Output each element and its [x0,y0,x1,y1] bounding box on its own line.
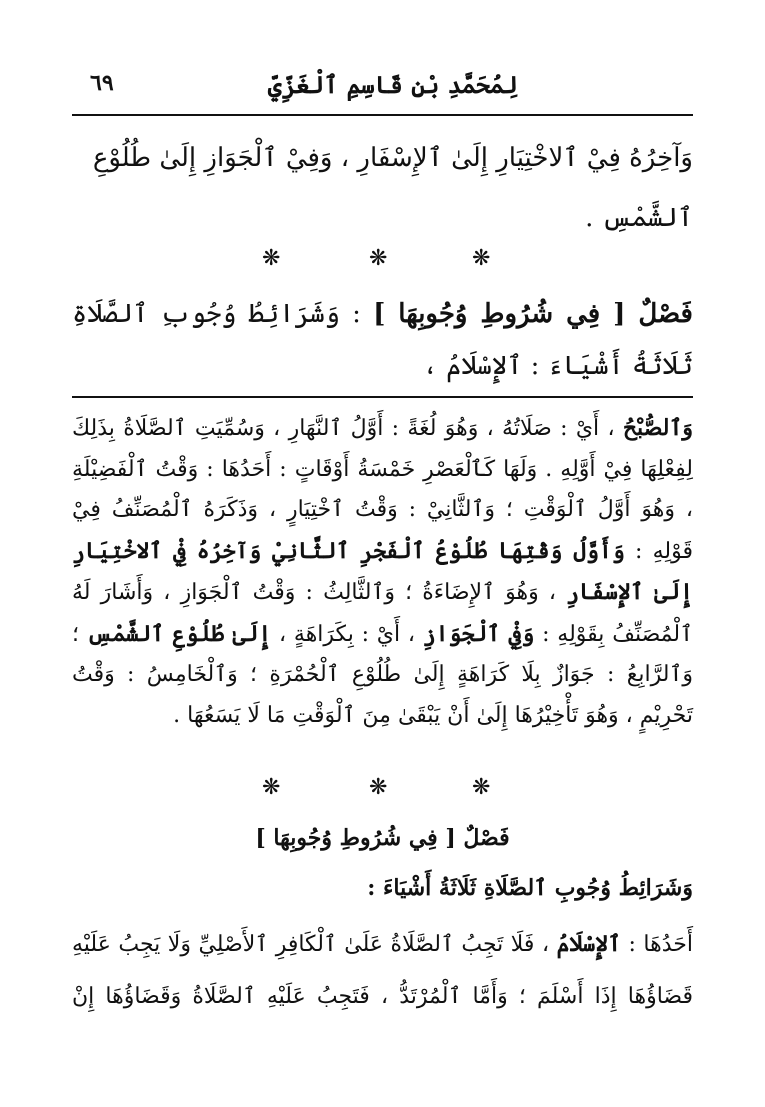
matn-quote: ٱلإِسْلَامُ [556,931,622,957]
paragraph-text: أَحَدُهَا : [621,932,693,957]
star-ornament: ❋ [369,775,388,800]
separator-stars-1 [72,246,693,276]
matn-line-1: وَآخِرُهُ فِيْ ٱلاخْتِيَارِ إِلَىٰ ٱلإِسْفَارِ ، وَفِيْ ٱلْجَوَازِ إِلَىٰ طُلُوْعِ [92,143,693,173]
star-ornament: ❋ [369,246,388,271]
commentary-text: ؛ وَٱلرَّابِعُ : جَوَازٌ بِلَا كَرَاهَةٍ إِلَىٰ طُلُوْعِ ٱلْحُمْرَةِ ؛ وَٱلْخَامِسُ : وَقْتُ تَحْرِيْمٍ ، وَهُوَ تَأْخِيْرُهَا إِلَىٰ أَنْ يَبْقَىٰ مِنَ ٱلْوَقْتِ مَا لَا يَسَعُهَا . [72,621,693,728]
fasl-one-label: فَصْلٌ [ فِي شُرُوطِ وُجُوبِهَا ] [373,299,693,329]
fasl-one-text: : وَشَرَائِطُ وُجُوبِ ٱلصَّلَاةِ ثَلَاثَةُ أَشْيَاءَ : ٱلإِسْلَامُ ، [72,299,693,381]
star-ornament: ❋ [472,775,491,800]
paragraph-text: ، فَلَا تَجِبُ ٱلصَّلَاةُ عَلَىٰ ٱلْكَافِرِ ٱلأَصْلِيِّ وَلَا يَجِبُ عَلَيْهِ قَضَاؤُهَا إِذَا أَسْلَمَ ؛ وَأَمَّا ٱلْمُرْتَدُّ ، فَتَجِبُ عَلَيْهِ ٱلصَّلَاةُ وَقَضَاؤُهَا إِنْ [72,932,693,1009]
fasl-two-paragraph [72,918,693,1023]
matn-quote: وَٱلصُّبْحُ [622,415,693,441]
matn-line-2: ٱلشَّمْسِ . [585,203,693,233]
page-header [72,70,693,110]
conditions-heading: وَشَرَائِطُ وُجُوبِ ٱلصَّلَاةِ ثَلَاثَةُ أَشْيَاءَ : [367,875,693,901]
matn-quote: إِلَىٰ طُلُوْعِ ٱلشَّمْسِ [86,620,272,647]
separator-stars-2 [72,775,693,805]
matn-quote: وَأَوَّلُ وَقْتِهَا طُلُوْعُ ٱلْفَجْرِ ٱلثَّانِيْ وَآخِرُهُ فِيْ ٱلاخْتِيَارِ إِلَىٰ ٱلإِسْفَارِ [72,537,693,605]
commentary-paragraph [72,408,693,736]
fasl-two-title: فَصْلٌ [ فِي شُرُوطِ وُجُوبِهَا ] [255,825,510,851]
page-number: ٦٩ [90,70,114,96]
star-ornament: ❋ [262,775,281,800]
running-head: لِمُحَمَّدِ بْنِ قَاسِمِ ٱلْغَزِّيِّ [267,70,518,99]
book-page [72,0,693,1107]
commentary-text: ، أَيْ : بِكَرَاهَةٍ ، [271,621,423,647]
fasl-one-matn [72,288,693,392]
section-divider [72,396,693,398]
matn-quote: وَفِيْ ٱلْجَوَازِ [422,620,535,647]
commentary-text: ، وَهُوَ ٱلإِضَاءَةُ ؛ وَٱلثَّالِثُ : وَقْتُ ٱلْجَوَازِ ، وَأَشَارَ لَهُ ٱلْمُصَنِّفُ بِقَوْلِهِ : [72,580,693,647]
star-ornament: ❋ [472,246,491,271]
star-ornament: ❋ [262,246,281,271]
commentary-text: ، أَيْ : صَلَاتُهُ ، وَهُوَ لُغَةً : أَوَّلُ ٱلنَّهَارِ ، وَسُمِّيَتِ ٱلصَّلَاةُ بِذَلِكَ لِفِعْلِهَا فِيْ أَوَّلِهِ . وَلَهَا كَٱلْعَصْرِ خَمْسَةُ أَوْقَاتٍ : أَحَدُهَا : وَقْتُ ٱلْفَضِيْلَةِ ، وَهُوَ أَوَّلُ ٱلْوَقْتِ ؛ وَٱلثَّانِيْ : وَقْتُ ٱخْتِيَارٍ ، وَذَكَرَهُ ٱلْمُصَنِّفُ فِيْ قَوْلِهِ : [72,416,693,564]
header-rule [72,114,693,116]
matn-top-text [72,128,693,248]
